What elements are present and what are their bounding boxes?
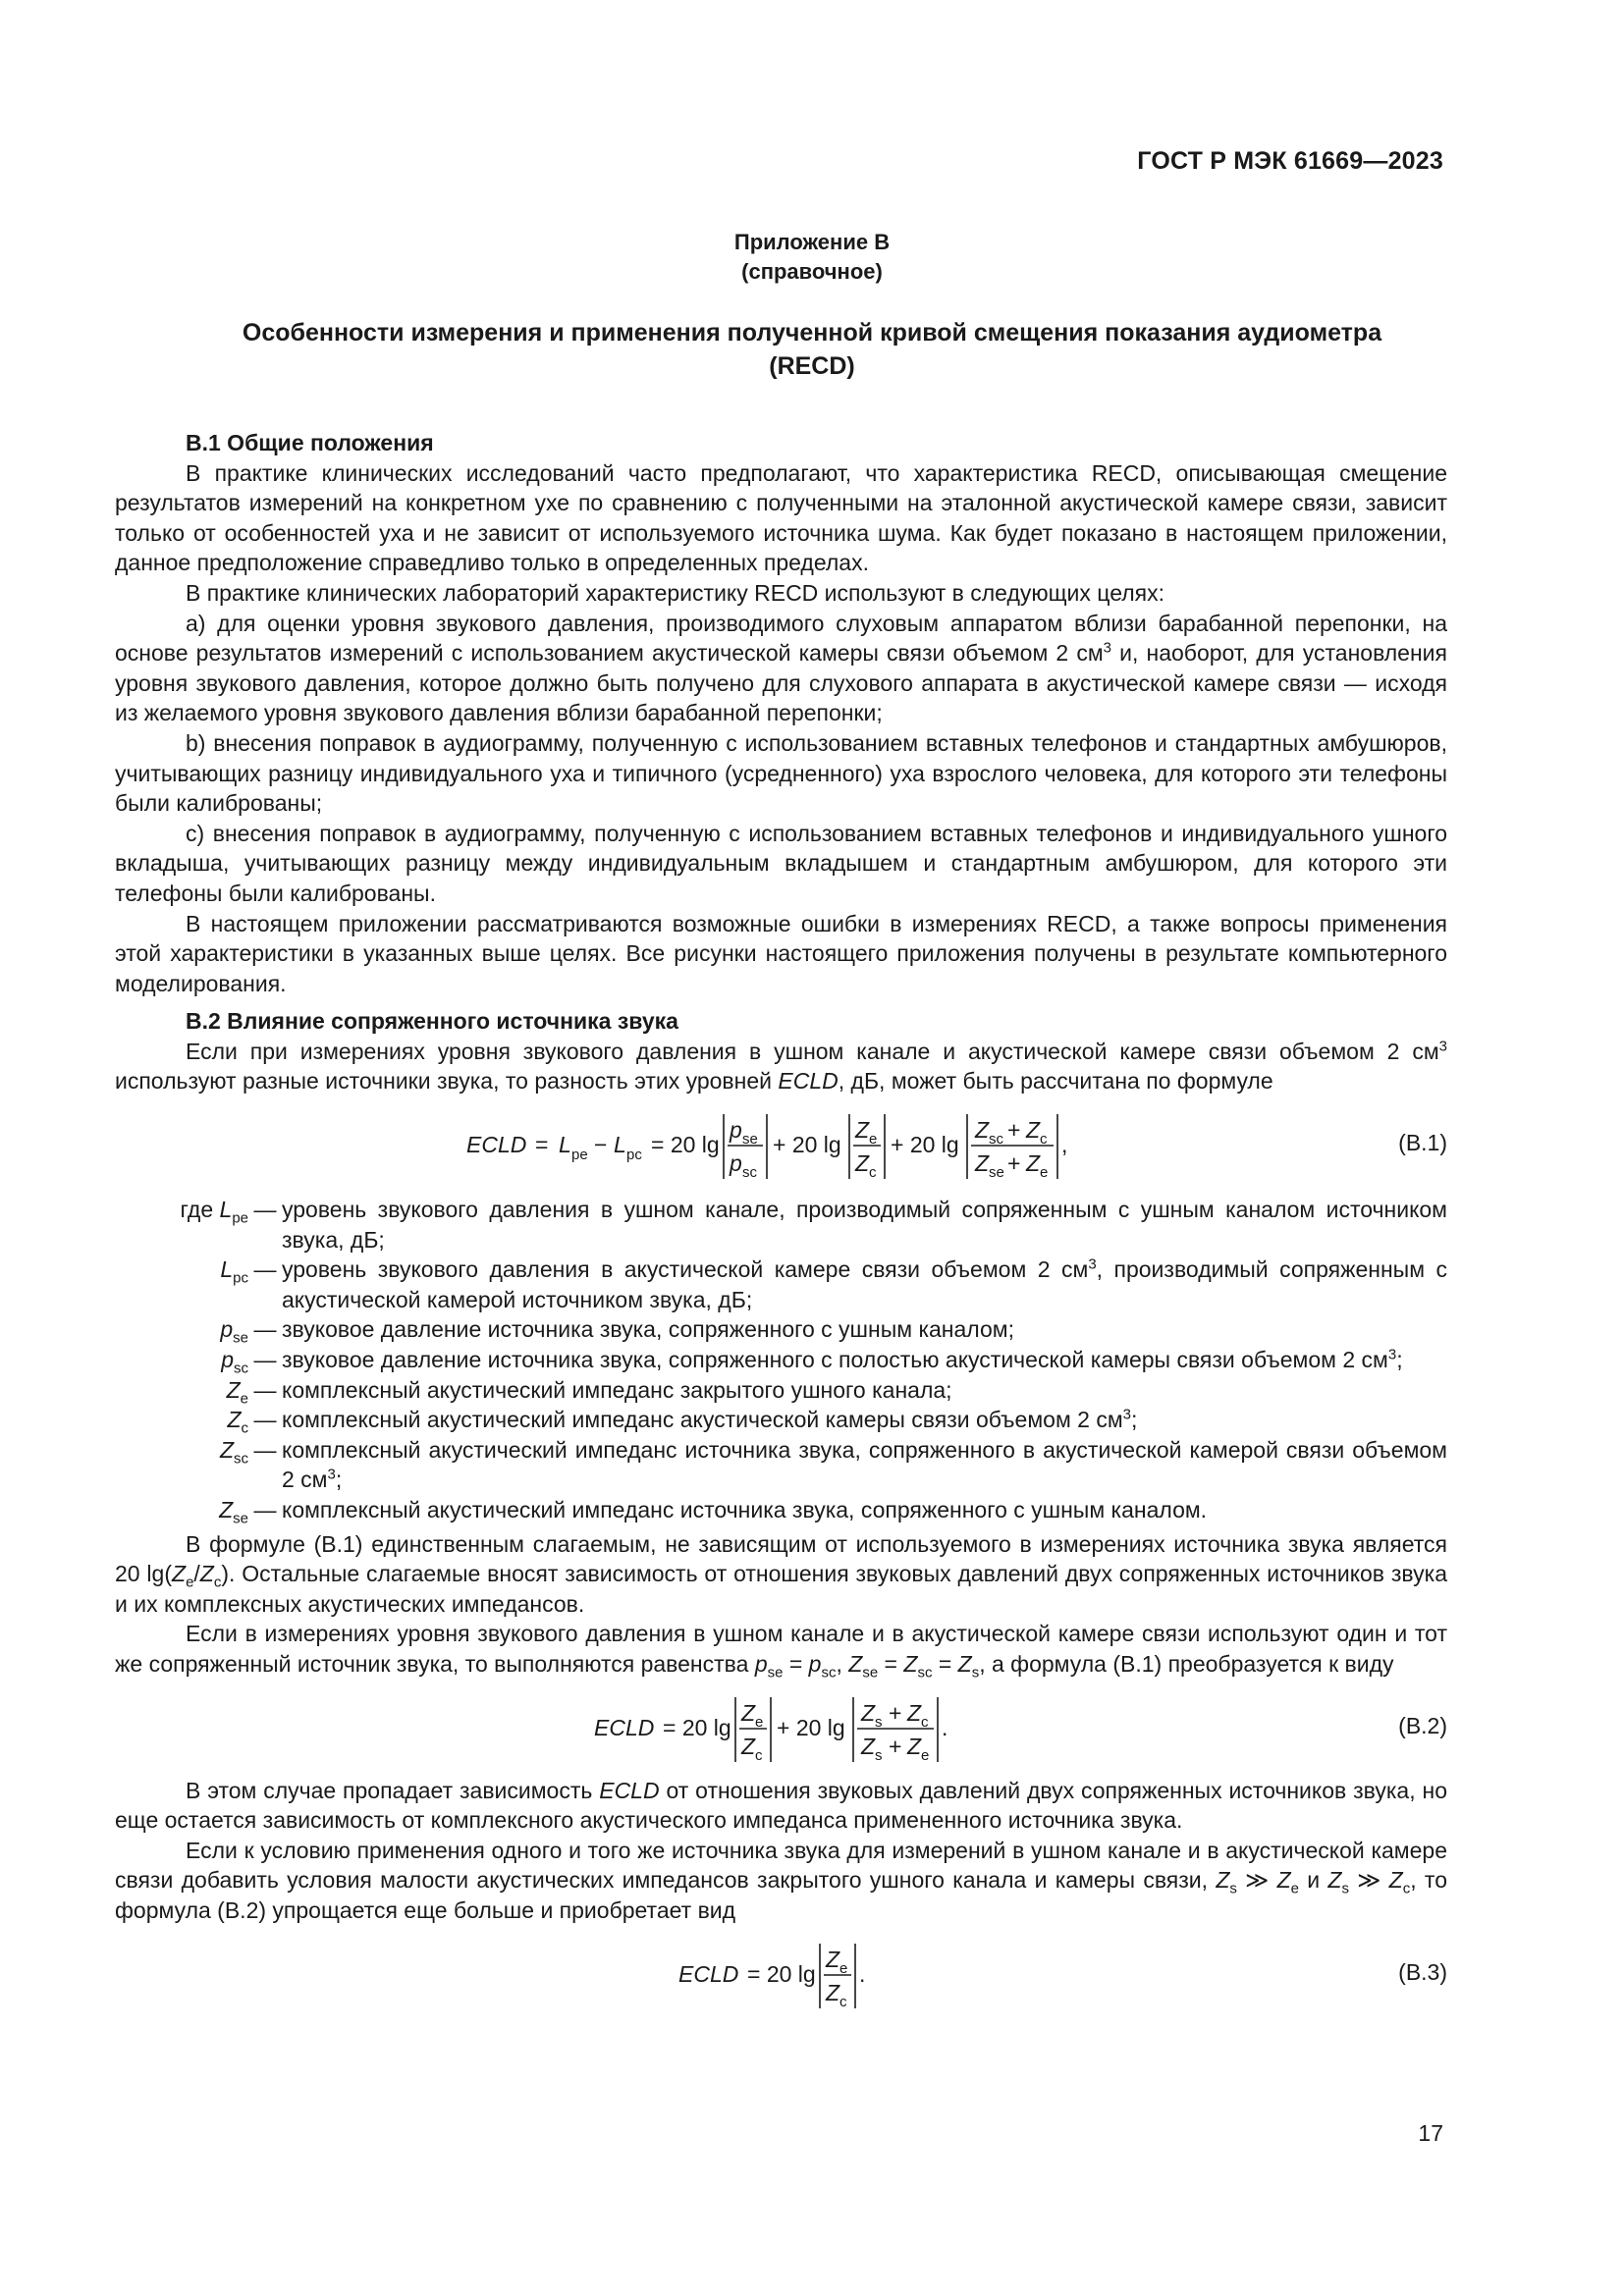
svg-text:+: + [1007, 1117, 1021, 1144]
section-b1-heading: В.1 Общие положения [186, 430, 434, 455]
svg-text:Z: Z [826, 1979, 840, 2005]
svg-text:sc: sc [742, 1164, 757, 1182]
list-item-c: c) внесения поправок в аудиограмму, полученную с использованием вставных телефонов и индивидуального ушного вкладыша, учитывающих разницу между индивидуальным вкладышем и стандартным амбушюром, для которого эти телефоны были калиброваны. [115, 820, 1447, 906]
page-number: 17 [1418, 2120, 1443, 2146]
svg-text:Z: Z [907, 1699, 922, 1726]
svg-text:ECLD: ECLD [678, 1960, 739, 1987]
svg-text:+: + [889, 1699, 902, 1726]
formula-b2-number: (В.2) [1398, 1712, 1447, 1738]
svg-text:e: e [1040, 1164, 1049, 1182]
svg-text:c: c [921, 1713, 929, 1731]
definition-lpc: $L_{pc}$ — уровень звукового давления в акустической камере связи объемом 2 $см^3$, производимый сопряженным с акустической камерой источником звука, дБ; [220, 1255, 1447, 1312]
paragraph: В формуле (В.1) единственным слагаемым, не зависящим от используемого в измерениях источника звука является 20 $\lg(Z_e/Z_c)$. Остальные слагаемые вносят зависимость от отношения звуковых давлений двух сопряженных источников звука и их комплексных акустических импедансов. [115, 1530, 1447, 1617]
svg-text:= 20 lg: = 20 lg [663, 1714, 731, 1740]
svg-text:ECLD: ECLD [466, 1132, 527, 1158]
formula-b1 [115, 1100, 1447, 1189]
paragraph: Если при измерениях уровня звукового давления в ушном канале и акустической камере связи объемом 2 $см^3$ используют разные источники звука, то разность этих уровней ECLD, дБ, может быть рассчитана по формуле [115, 1038, 1447, 1095]
svg-text:.: . [859, 1960, 866, 1987]
appendix-label: Приложение В [733, 230, 891, 254]
formula-b1-graphic [115, 1100, 1447, 1189]
svg-text:p: p [730, 1117, 742, 1144]
svg-text:s: s [875, 1713, 883, 1731]
svg-text:−: − [594, 1132, 608, 1158]
svg-text:Z: Z [1026, 1150, 1041, 1177]
svg-text:Z: Z [975, 1150, 990, 1177]
svg-text:L: L [614, 1132, 626, 1158]
definition-pse: $p_{se}$ — звуковое давление источника звука, сопряженного с ушным каналом; [220, 1316, 1014, 1348]
svg-text:e: e [755, 1713, 764, 1731]
svg-text:Z: Z [741, 1733, 756, 1759]
list-item-a: а) для оценки уровня звукового давления, производимого слуховым аппаратом вблизи барабанной перепонки, на основе результатов измерений с использованием акустической камеры связи объемом 2 $см^3$ и, наоборот, для установления уровня звукового давления, которое должно быть получено для слухового аппарата в акустической камере связи — исходя из желаемого уровня звукового давления вблизи барабанной перепонки; [115, 610, 1447, 726]
svg-text:Z: Z [741, 1699, 756, 1726]
appendix-title-line2: (RECD) [769, 352, 855, 380]
definition-psc: $p_{sc}$ — звуковое давление источника звука, сопряженного с полостью акустической камеры связи объемом 2 $см^3$; [221, 1346, 1403, 1377]
svg-text:=: = [535, 1132, 549, 1158]
svg-text:e: e [921, 1746, 930, 1764]
formula-b3-graphic [115, 1930, 1447, 2018]
standard-designation: ГОСТ Р МЭК 61669—2023 [1137, 147, 1443, 175]
svg-text:sc: sc [989, 1131, 1003, 1148]
svg-text:,: , [1061, 1132, 1068, 1158]
svg-text:Z: Z [1026, 1117, 1041, 1144]
appendix-body [115, 428, 1447, 2022]
definition-zse: $Z_{se}$ — комплексный акустический импеданс источника звука, сопряженного с ушным каналом. [219, 1497, 1208, 1527]
svg-text:= 20 lg: = 20 lg [747, 1960, 816, 1987]
svg-text:c: c [839, 1993, 847, 2010]
appendix-heading [118, 228, 1506, 287]
svg-text:Z: Z [826, 1946, 840, 1972]
formula-b3 [115, 1930, 1447, 2018]
svg-text:se: se [742, 1131, 758, 1148]
svg-text:Z: Z [861, 1733, 876, 1759]
svg-text:pe: pe [571, 1147, 588, 1164]
appendix-title [118, 316, 1506, 383]
svg-text:+: + [1007, 1150, 1021, 1177]
svg-text:ECLD: ECLD [594, 1714, 655, 1740]
paragraph: В практике клинических лабораторий характеристику RECD используют в следующих целях: [186, 579, 1164, 606]
definition-lpe: где $L_{pe}$ — уровень звукового давления в ушном канале, производимый сопряженным с ушным каналом источником звука, дБ; [180, 1197, 1447, 1253]
svg-text:.: . [942, 1714, 948, 1740]
list-item-b: b) внесения поправок в аудиограмму, полученную с использованием вставных телефонов и стандартных амбушюров, учитывающих разницу индивидуального уха и типичного (усредненного) уха взрослого человека, для которого эти телефоны были калиброваны; [115, 729, 1447, 817]
definition-zc: $Z_c$ — комплексный акустический импеданс акустической камеры связи объемом 2 $см^3$; [227, 1406, 1138, 1437]
formula-b2 [115, 1683, 1447, 1772]
svg-text:e: e [839, 1959, 848, 1977]
svg-text:pc: pc [626, 1147, 642, 1164]
svg-text:Z: Z [907, 1733, 922, 1759]
appendix-title-line1: Особенности измерения и применения полученной кривой смещения показания аудиометра [242, 319, 1382, 347]
definition-ze: $Z_e$ — комплексный акустический импеданс закрытого ушного канала; [226, 1376, 952, 1408]
svg-text:+ 20 lg: + 20 lg [891, 1132, 959, 1158]
appendix-kind: (справочное) [741, 259, 883, 284]
svg-text:c: c [755, 1746, 763, 1764]
paragraph: Если к условию применения одного и того же источника звука для измерений в ушном канале и в акустической камере связи добавить условия малости акустических импедансов закрытого ушного канала и камеры связи, $Z_s$ ≫ $Z_e$ и $Z_s$ ≫ $Z_c$, то формула (В.2) упрощается еще больше и приобретает вид [115, 1837, 1447, 1923]
svg-text:+: + [889, 1733, 902, 1759]
svg-text:Z: Z [861, 1699, 876, 1726]
svg-text:+ 20 lg: + 20 lg [773, 1132, 841, 1158]
formula-b3-number: (В.3) [1398, 1958, 1447, 1985]
formula-b1-number: (В.1) [1398, 1130, 1447, 1156]
svg-text:p: p [730, 1150, 742, 1177]
svg-text:e: e [869, 1131, 878, 1148]
section-b2-heading: В.2 Влияние сопряженного источника звука [186, 1008, 678, 1035]
svg-text:Z: Z [975, 1117, 990, 1144]
svg-text:se: se [989, 1164, 1004, 1182]
svg-text:s: s [875, 1746, 883, 1764]
svg-text:= 20 lg: = 20 lg [651, 1132, 720, 1158]
svg-text:c: c [1040, 1131, 1048, 1148]
svg-text:L: L [559, 1132, 571, 1158]
svg-text:+ 20 lg: + 20 lg [777, 1714, 845, 1740]
paragraph: В этом случае пропадает зависимость ECLD от отношения звуковых давлений двух сопряженных источников звука, но еще остается зависимость от комплексного акустического импеданса примененного источника звука. [115, 1777, 1447, 1834]
svg-text:c: c [869, 1164, 877, 1182]
formula-b2-graphic [115, 1683, 1447, 1772]
svg-text:Z: Z [855, 1150, 870, 1177]
symbol-definitions [115, 1195, 1447, 1525]
svg-text:Z: Z [855, 1117, 870, 1144]
paragraph: В настоящем приложении рассматриваются возможные ошибки в измерениях RECD, а также вопросы применения этой характеристики в указанных выше целях. Все рисунки настоящего приложения получены в результате компьютерного моделирования. [115, 910, 1447, 996]
definition-zsc: $Z_{sc}$ — комплексный акустический импеданс источника звука, сопряженного в акустической камерой связи объемом 2 $см^3$; [219, 1436, 1447, 1493]
paragraph: В практике клинических исследований часто предполагают, что характеристика RECD, описывающая смещение результатов измерений на конкретном ухе по сравнению с полученными на эталонной акустической камере связи, зависит только от особенностей уха и не зависит от используемого источника шума. Как будет показано в настоящем приложении, данное предположение справедливо только в определенных пределах. [115, 459, 1447, 576]
paragraph: Если в измерениях уровня звукового давления в ушном канале и в акустической камере связи используют один и тот же сопряженный источник звука, то выполняются равенства $p_{se} = p_{sc}$, $Z_{se} = Z_{sc} = Z_s$, а формула (В.1) преобразуется к виду [115, 1621, 1447, 1682]
